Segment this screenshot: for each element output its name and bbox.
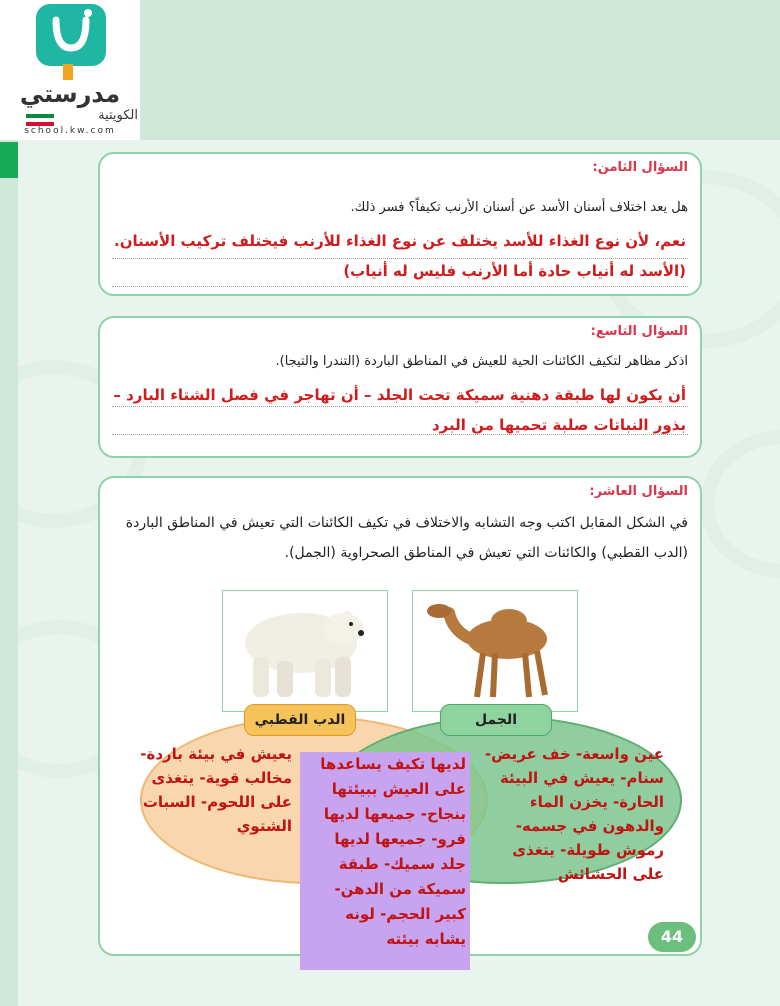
question-10-label: السؤال العاشر:	[589, 484, 688, 499]
logo-icon	[36, 4, 106, 66]
polar-bear-image	[222, 590, 388, 712]
camel-image	[412, 590, 578, 712]
answer-line	[112, 286, 688, 287]
header-band	[140, 0, 780, 140]
bear-answer: يعيش في بيئة باردة- مخالب قوية- يتغذى على اللحوم- السبات الشتوي	[140, 745, 292, 835]
logo-url: school.kw.com	[24, 126, 116, 136]
question-9-label: السؤال التاسع:	[590, 324, 688, 339]
common-answer: لديها تكيف يساعدها على العيش ببيئتها بنجاح- جميعها لديها فرو- جميعها لديها جلد سميك- طبقة سميكة من الدهن- كبير الحجم- لونه يشابه بيئته	[320, 755, 466, 948]
site-logo[interactable]	[0, 0, 140, 140]
side-tab-marker	[0, 142, 18, 178]
logo-pencil-icon	[63, 64, 73, 80]
logo-subtitle: الكويتية	[98, 108, 138, 123]
bear-label-tag: الدب القطبي	[244, 704, 356, 736]
kuwait-flag-icon	[26, 114, 54, 126]
question-8-label: السؤال الثامن:	[592, 160, 688, 175]
question-9-text: اذكر مظاهر لتكيف الكائنات الحية للعيش في المناطق الباردة (التندرا والتيجا).	[275, 354, 688, 369]
logo-name: مدرستي	[19, 80, 121, 108]
question-9-card	[98, 316, 702, 458]
question-8-text: هل يعد اختلاف أسنان الأسد عن أسنان الأرنب تكيفاً؟ فسر ذلك.	[350, 200, 688, 215]
side-band	[0, 140, 18, 1006]
camel-label-tag: الجمل	[440, 704, 552, 736]
camel-answer: عين واسعة- خف عريض- سنام- يعيش في البيئة الحارة- يخزن الماء والدهون في جسمه- رموش طويلة- يتغذى على الحشائش	[484, 745, 664, 883]
question-8-card	[98, 152, 702, 296]
question-10-text: في الشكل المقابل اكتب وجه التشابه والاختلاف في تكيف الكائنات التي تعيش في المناطق الباردة (الدب القطبي) والكائنات التي تعيش في المناطق الصحراوية (الجمل).	[125, 515, 688, 561]
page-number: 44	[648, 922, 696, 952]
question-8-answer: نعم، لأن نوع الغذاء للأسد يختلف عن نوع الغذاء للأرنب فيختلف تركيب الأسنان. (الأسد له أنياب حادة أما الأرنب فليس له أنياب)	[114, 232, 686, 280]
question-9-answer: أن يكون لها طبقة دهنية سميكة تحت الجلد – أن تهاجر في فصل الشتاء البارد – بذور النباتات صلبة تحميها من البرد	[113, 386, 686, 434]
